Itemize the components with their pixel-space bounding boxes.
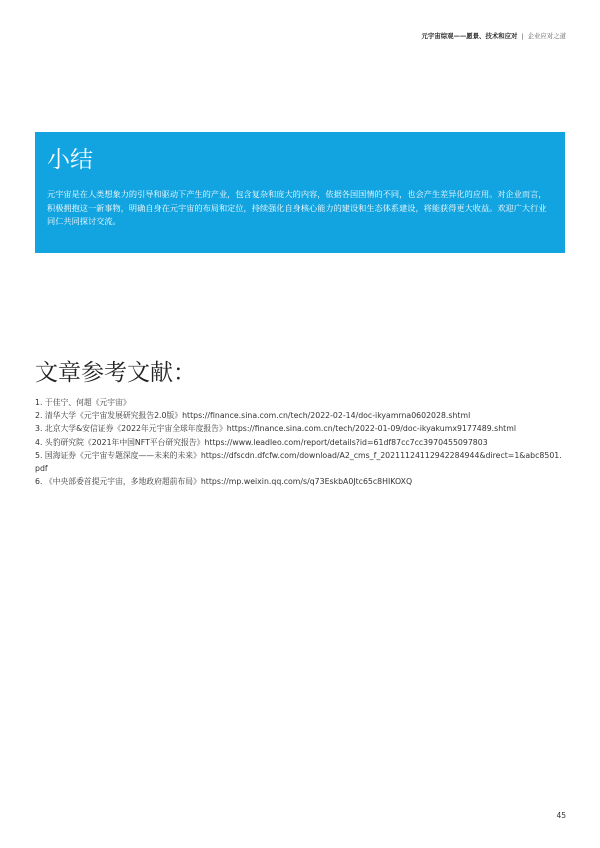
reference-item: 4. 头豹研究院《2021年中国NFT平台研究报告》https://www.leadleo.com/report/details?id=61df87cc7cc3970455097803 bbox=[35, 437, 488, 447]
reference-item: 5. 国海证券《元宇宙专题深度——未来的未来》https://dfscdn.dfcfw.com/download/A2_cms_f_20211124112942284944&direct=1&abc8501.pdf bbox=[35, 450, 562, 474]
references-title: 文章参考文献： bbox=[35, 360, 196, 386]
header-section: 企业应对之道 bbox=[527, 32, 566, 40]
running-header bbox=[422, 31, 566, 41]
summary-title: 小结 bbox=[47, 147, 93, 173]
reference-item: 2. 清华大学《元宇宙发展研究报告2.0版》https://finance.sina.com.cn/tech/2022-02-14/doc-ikyamrna0602028.shtml bbox=[35, 411, 471, 421]
header-title: 元宇宙综观——愿景、技术和应对 bbox=[421, 32, 518, 40]
header-separator: | bbox=[521, 32, 524, 40]
page-number: 45 bbox=[556, 811, 566, 820]
reference-item: 3. 北京大学&安信证券《2022年元宇宙全球年度报告》https://finance.sina.com.cn/tech/2022-01-09/doc-ikyakumx9177489.shtml bbox=[35, 424, 516, 434]
reference-item: 6. 《中央部委首提元宇宙，多地政府超前布局》https://mp.weixin.qq.com/s/q73EskbA0Jtc65c8HIKOXQ bbox=[35, 477, 413, 487]
reference-item: 1. 于佳宁、何超《元宇宙》 bbox=[35, 398, 131, 407]
summary-box bbox=[35, 132, 565, 253]
summary-body: 元宇宙是在人类想象力的引导和驱动下产生的产业，包含复杂和庞大的内容，依据各国国情的不同，也会产生差异化的应用。对企业而言，积极拥抱这一新事物，明确自身在元宇宙的布局和定位，持续强化自身核心能力的建设和生态体系建设，将能获得更大收益。欢迎广大行业同仁共同探讨交流。 bbox=[47, 189, 547, 226]
references-list bbox=[35, 396, 565, 488]
